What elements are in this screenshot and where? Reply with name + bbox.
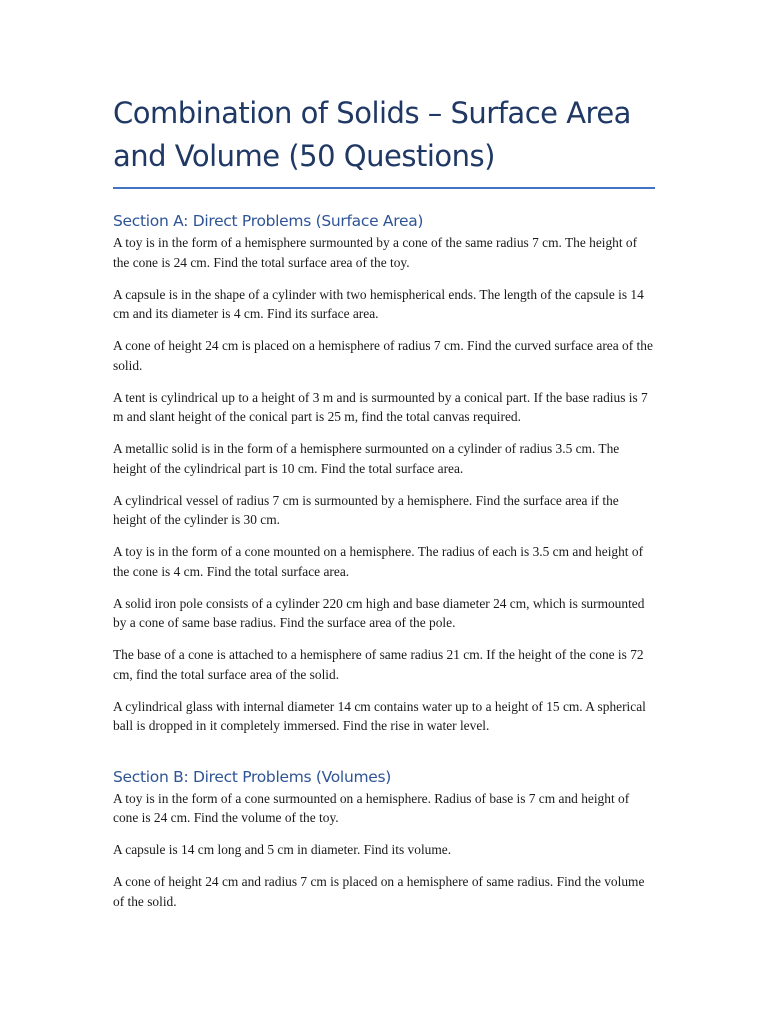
document-title: Combination of Solids – Surface Area and Volume (50 Questions) [113,96,631,173]
question-item: A tent is cylindrical up to a height of 3 m and is surmounted by a conical part. If the base radius is 7 m and slant height of the conical part is 25 m, find the total canvas required. [113,389,648,424]
question-item: A cylindrical vessel of radius 7 cm is surmounted by a hemisphere. Find the surface area if the height of the cylinder is 30 cm. [113,492,619,527]
question-item: A toy is in the form of a hemisphere surmounted by a cone of the same radius 7 cm. The height of the cone is 24 cm. Find the total surface area of the toy. [113,235,638,270]
question-item: The base of a cone is attached to a hemisphere of same radius 21 cm. If the height of the cone is 72 cm, find the total surface area of the solid. [113,647,644,682]
section-a-heading: Section A: Direct Problems (Surface Area) [113,212,424,230]
question-item: A cone of height 24 cm and radius 7 cm is placed on a hemisphere of same radius. Find the volume of the solid. [113,874,645,909]
question-item: A solid iron pole consists of a cylinder 220 cm high and base diameter 24 cm, which is surmounted by a cone of same base radius. Find the surface area of the pole. [113,595,645,630]
document-page [113,92,653,924]
question-item: A capsule is 14 cm long and 5 cm in diameter. Find its volume. [113,842,452,857]
title-divider [113,187,655,189]
question-item: A metallic solid is in the form of a hemisphere surmounted on a cylinder of radius 3.5 cm. The height of the cylindrical part is 10 cm. Find the total surface area. [113,441,620,476]
question-item: A cylindrical glass with internal diameter 14 cm contains water up to a height of 15 cm. A spherical ball is dropped in it completely immersed. Find the rise in water level. [113,698,646,733]
section-b-heading: Section B: Direct Problems (Volumes) [113,767,392,786]
question-item: A capsule is in the shape of a cylinder with two hemispherical ends. The length of the capsule is 14 cm and its diameter is 4 cm. Find its surface area. [113,286,644,321]
question-item: A toy is in the form of a cone surmounted on a hemisphere. Radius of base is 7 cm and height of cone is 24 cm. Find the volume of the toy. [113,790,630,825]
question-item: A cone of height 24 cm is placed on a hemisphere of radius 7 cm. Find the curved surface area of the solid. [113,338,653,373]
question-item: A toy is in the form of a cone mounted on a hemisphere. The radius of each is 3.5 cm and height of the cone is 4 cm. Find the total surface area. [113,544,644,579]
